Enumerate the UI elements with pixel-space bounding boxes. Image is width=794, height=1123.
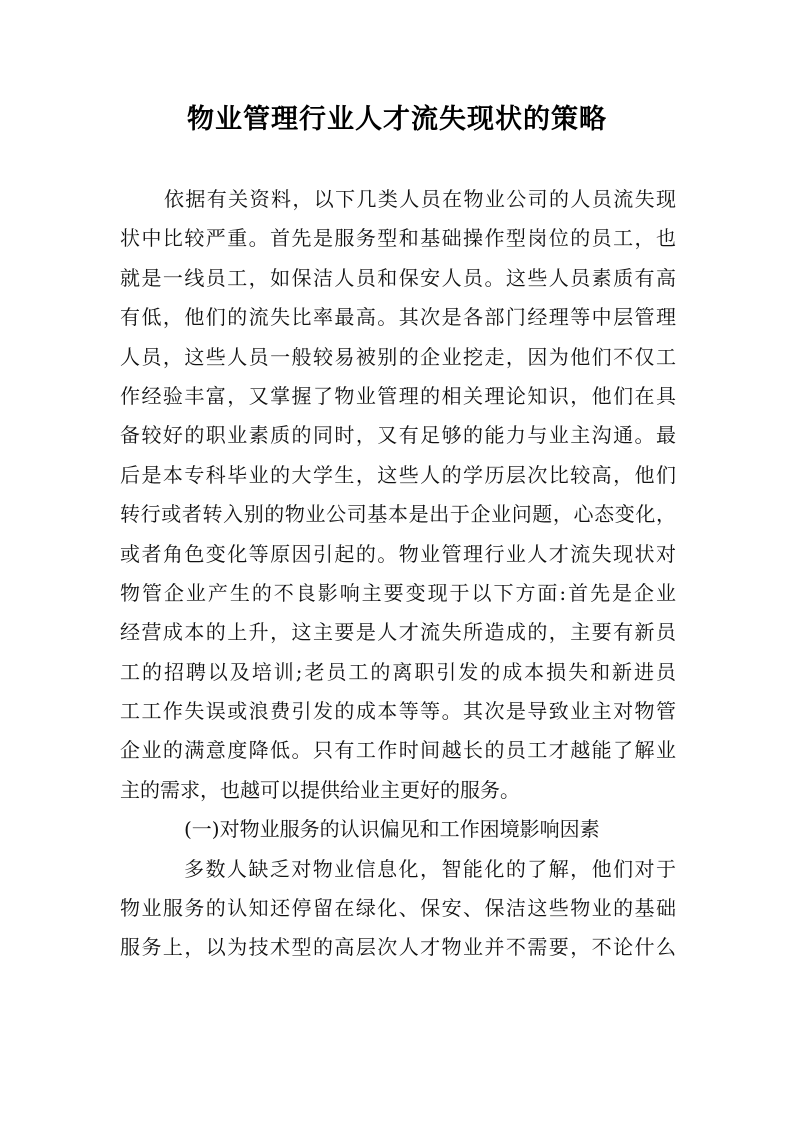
text-line: 物管企业产生的不良影响主要变现于以下方面:首先是企业 <box>120 580 676 605</box>
document-title: 物业管理行业人才流失现状的策略 <box>187 104 607 135</box>
text-line: 状中比较严重。首先是服务型和基础操作型岗位的员工，也 <box>120 226 676 251</box>
paragraph-1 <box>120 180 676 810</box>
text-line: 后是本专科毕业的大学生，这些人的学历层次比较高，他们 <box>120 462 676 487</box>
text-line: 服务上，以为技术型的高层次人才物业并不需要，不论什么 <box>120 935 676 960</box>
text-line: 物业服务的认知还停留在绿化、保安、保洁这些物业的基础 <box>120 896 676 921</box>
text-line: 作经验丰富，又掌握了物业管理的相关理论知识，他们在具 <box>120 383 676 408</box>
text-line: 或者角色变化等原因引起的。物业管理行业人才流失现状对 <box>120 541 676 566</box>
document-body <box>120 180 676 968</box>
paragraph-2 <box>120 850 676 968</box>
text-line: 主的需求，也越可以提供给业主更好的服务。 <box>120 777 520 802</box>
section-heading: (一)对物业服务的认识偏见和工作困境影响因素 <box>184 817 600 842</box>
text-line: 有低，他们的流失比率最高。其次是各部门经理等中层管理 <box>120 305 676 330</box>
text-line: 就是一线员工，如保洁人员和保安人员。这些人员素质有高 <box>120 265 676 290</box>
text-line: 工工作失误或浪费引发的成本等等。其次是导致业主对物管 <box>120 699 676 724</box>
text-line: 人员，这些人员一般较易被别的企业挖走，因为他们不仅工 <box>120 344 676 369</box>
text-line: 多数人缺乏对物业信息化，智能化的了解，他们对于 <box>184 856 676 881</box>
text-line: 依据有关资料，以下几类人员在物业公司的人员流失现 <box>164 187 676 211</box>
text-line: 备较好的职业素质的同时，又有足够的能力与业主沟通。最 <box>120 423 676 448</box>
text-line: 企业的满意度降低。只有工作时间越长的员工才越能了解业 <box>120 738 676 763</box>
text-line: 转行或者转入别的物业公司基本是出于企业问题，心态变化， <box>120 502 676 527</box>
text-line: 工的招聘以及培训;老员工的离职引发的成本损失和新进员 <box>120 659 676 684</box>
text-line: 经营成本的上升，这主要是人才流失所造成的，主要有新员 <box>120 620 676 645</box>
